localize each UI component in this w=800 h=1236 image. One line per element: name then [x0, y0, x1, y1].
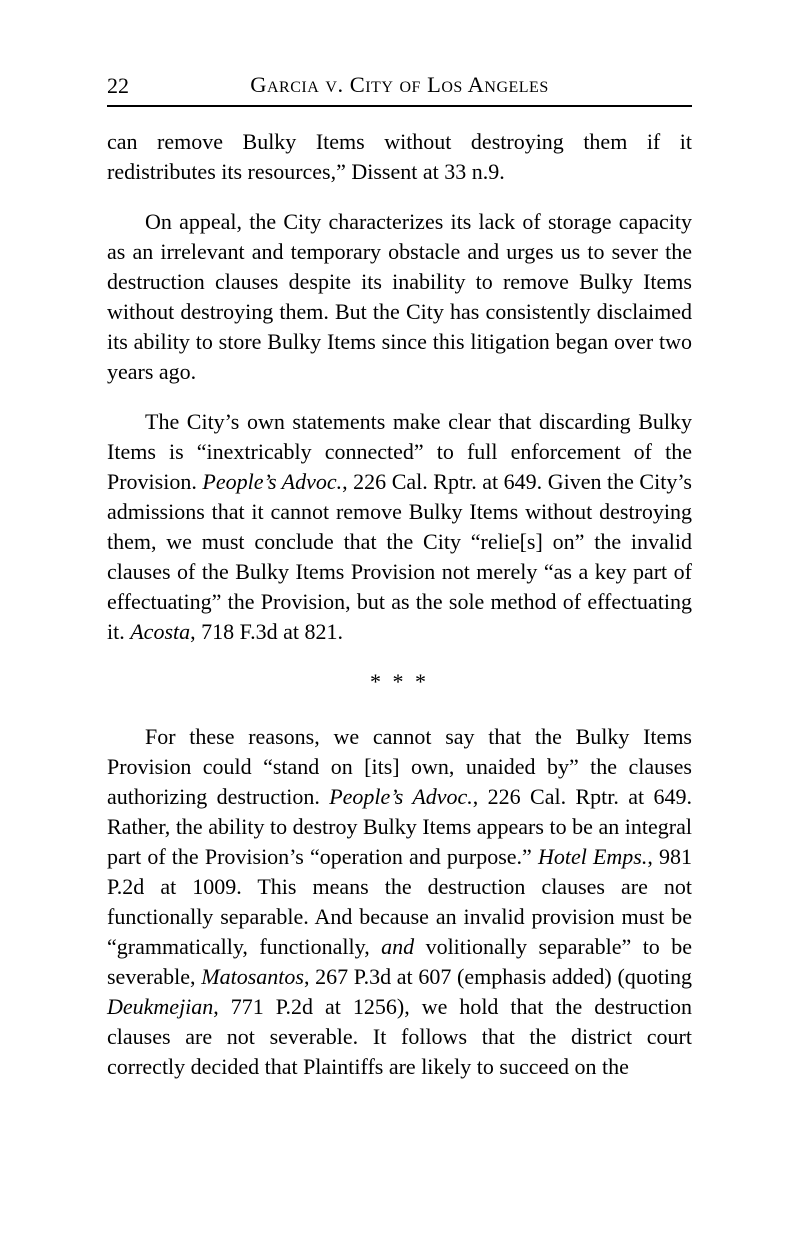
case-citation: People’s Advoc. [329, 784, 473, 809]
case-citation: Deukmejian [107, 994, 214, 1019]
case-citation: Matosantos [201, 964, 304, 989]
text-run: , 771 P.2d at 1256), we hold that the destruction clauses are not severable. It follows that the district court correctly decided that Plaintiffs are likely to succeed on the [107, 994, 692, 1079]
body-paragraph [107, 207, 692, 387]
header-rule [107, 105, 692, 107]
text-run: , 981 P.2d at 1009. This means the destruction clauses are not functionally separable. And because an invalid provision must be “grammatically, functionally, [107, 844, 692, 959]
body-paragraph [107, 127, 692, 187]
text-run: For these reasons, we cannot say that the Bulky Items Provision could “stand on [its] own, unaided by” the clauses authorizing destruction. [107, 724, 692, 809]
text-run: , 226 Cal. Rptr. at 649. Given the City’s admissions that it cannot remove Bulky Items without destroying them, we must conclude that the City “relie[s] on” the invalid clauses of the Bulky Items Provision not merely “as a key part of effectuating” the Provision, but as the sole method of effectuating it. [107, 469, 692, 644]
case-citation: People’s Advoc. [202, 469, 343, 494]
page-number: 22 [107, 73, 129, 98]
text-run: , 226 Cal. Rptr. at 649. Rather, the ability to destroy Bulky Items appears to be an integral part of the Provision’s “operation and purpose.” [107, 784, 693, 869]
section-separator: * * * [370, 669, 429, 694]
running-header-title: Garcia v. City of Los Angeles [250, 72, 549, 97]
case-citation: Hotel Emps. [537, 844, 648, 869]
text-run: , 267 P.3d at 607 (emphasis added) (quoting [303, 964, 692, 989]
case-citation: and [381, 934, 415, 959]
text-run: , 718 F.3d at 821. [190, 619, 343, 644]
text-run: On appeal, the City characterizes its lack of storage capacity as an irrelevant and temporary obstacle and urges us to sever the destruction clauses despite its inability to remove Bulky Items without destroying them. But the City has consistently disclaimed its ability to store Bulky Items since this litigation began over two years ago. [107, 209, 692, 384]
text-run: volitionally separable” to be severable, [107, 934, 692, 989]
opinion-body [107, 127, 692, 1082]
case-citation: Acosta [130, 619, 191, 644]
text-run: can remove Bulky Items without destroying them if it redistributes its resources,” Dissent at 33 n.9. [107, 129, 692, 184]
running-header [107, 72, 692, 100]
body-paragraph [107, 407, 692, 647]
body-paragraph [107, 722, 692, 1082]
text-run: The City’s own statements make clear that discarding Bulky Items is “inextricably connected” to full enforcement of the Provision. [107, 409, 692, 494]
